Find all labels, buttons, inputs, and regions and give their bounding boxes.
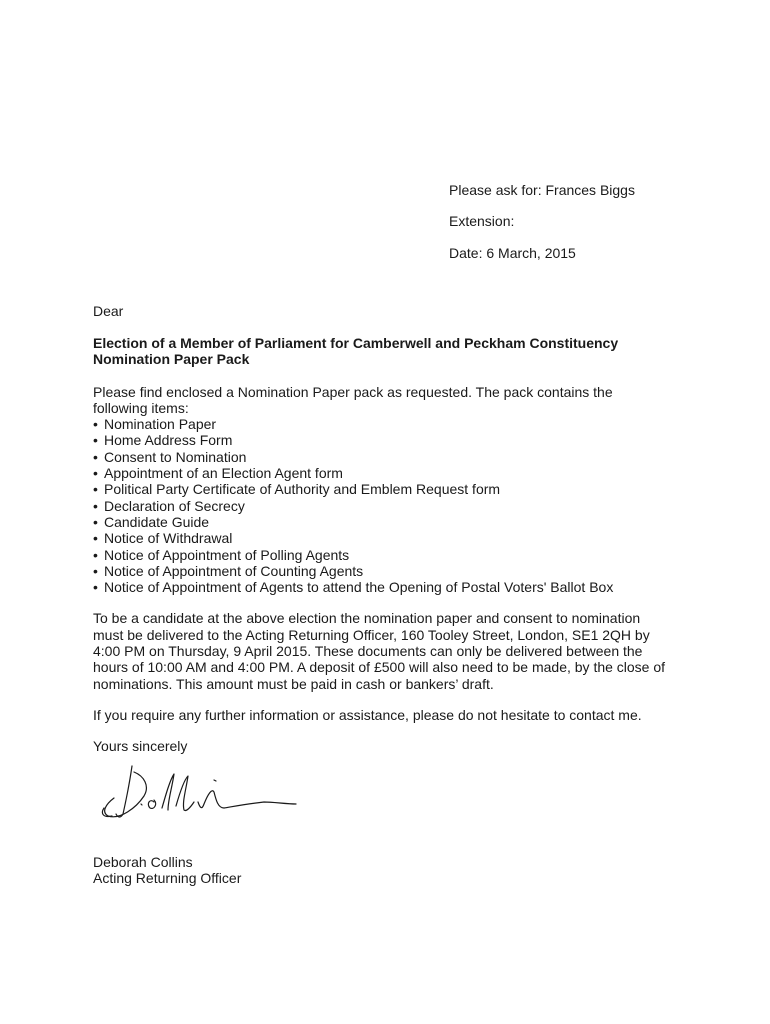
letter-body [93, 303, 693, 754]
paragraph-line: nominations. This amount must be paid in cash or bankers’ draft. [93, 675, 494, 692]
list-item: • Notice of Withdrawal [93, 530, 233, 547]
list-item: • Declaration of Secrecy [93, 497, 245, 514]
bullet-icon: • [93, 579, 98, 596]
list-item: • Notice of Appointment of Counting Agents [93, 562, 364, 579]
paragraph-line: If you require any further information or assistance, please do not hesitate to contact me. [93, 706, 642, 723]
list-item: • Nomination Paper [93, 416, 217, 433]
subject-line: Nomination Paper Pack [93, 351, 250, 368]
candidate-paragraph [93, 610, 693, 691]
list-item: • Notice of Appointment of Agents to attend the Opening of Postal Voters' Ballot Box [93, 579, 614, 596]
signer-name: Deborah Collins [93, 854, 193, 870]
list-item: • Home Address Form [93, 432, 233, 449]
paragraph-line: To be a candidate at the above election the nomination paper and consent to nomination [93, 610, 641, 627]
handwritten-signature [96, 758, 306, 830]
paragraph-line: hours of 10:00 AM and 4:00 PM. A deposit of £500 will also need to be made, by the close of [93, 659, 666, 676]
list-item: • Consent to Nomination [93, 448, 247, 465]
further-info-paragraph [93, 707, 693, 723]
bullet-icon: • [93, 448, 98, 465]
bullet-icon: • [93, 530, 98, 547]
bullet-icon: • [93, 546, 98, 563]
signer-title: Acting Returning Officer [93, 870, 242, 887]
bullet-icon: • [93, 562, 98, 579]
list-item: • Appointment of an Election Agent form [93, 465, 343, 482]
bullet-icon: • [93, 465, 98, 482]
date-line: Date: 6 March, 2015 [449, 245, 576, 261]
list-item: • Political Party Certificate of Authority and Emblem Request form [93, 481, 501, 498]
paragraph-line: 4:00 PM on Thursday, 9 April 2015. These documents can only be delivered between the [93, 643, 643, 660]
enclosed-items-list [93, 416, 693, 595]
extension-line: Extension: [449, 213, 515, 229]
bullet-icon: • [93, 432, 98, 449]
bullet-icon: • [93, 416, 98, 433]
list-item: • Candidate Guide [93, 513, 210, 530]
paragraph-line: must be delivered to the Acting Returning Officer, 160 Tooley Street, London, SE1 2QH by [93, 626, 650, 643]
bullet-icon: • [93, 513, 98, 530]
paragraph-line: Please find enclosed a Nomination Paper pack as requested. The pack contains the [93, 383, 613, 400]
signer-block [93, 854, 241, 887]
salutation: Dear [93, 303, 124, 319]
subject-heading [93, 335, 693, 368]
paragraph-line: following items: [93, 399, 189, 416]
bullet-icon: • [93, 497, 98, 514]
ask-for-line: Please ask for: Frances Biggs [449, 182, 635, 198]
closing: Yours sincerely [93, 738, 188, 755]
intro-paragraph [93, 384, 693, 417]
bullet-icon: • [93, 481, 98, 498]
subject-line: Election of a Member of Parliament for Camberwell and Peckham Constituency [93, 335, 619, 351]
list-item: • Notice of Appointment of Polling Agents [93, 546, 350, 563]
